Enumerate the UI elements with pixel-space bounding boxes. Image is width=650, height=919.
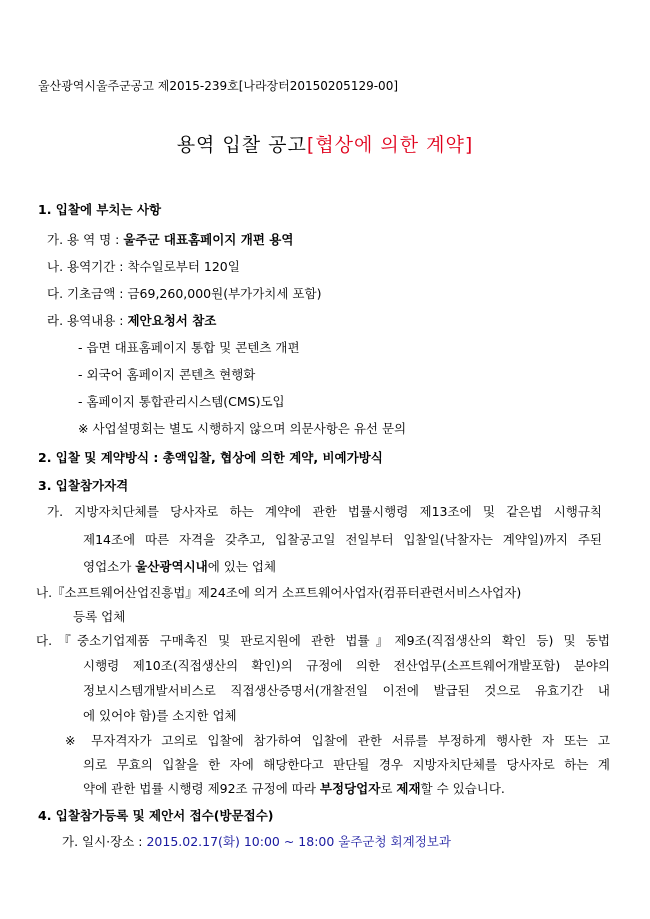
section1-sub2: - 외국어 홈페이지 콘텐츠 현행화	[78, 367, 256, 382]
section3-note-line3	[83, 781, 505, 797]
a-line3-text: 영업소가	[83, 559, 136, 574]
section3-c-line4: 에 있어야 함)를 소지한 업체	[83, 708, 237, 723]
section1-note: ※ 사업설명회는 별도 시행하지 않으며 의문사항은 유선 문의	[78, 421, 407, 436]
section3-c-line1: 다.『중소기업제품 구매촉진 및 판로지원에 관한 법률』제9조(직접생산의 확인 등) 및 동법	[36, 633, 610, 648]
section1-item-a	[47, 232, 293, 248]
note-line3-text: 약에 관한 법률 시행령 제92조 규정에 따라	[83, 781, 320, 796]
section3-b-line2: 등록 업체	[73, 609, 126, 624]
title-main: 용역 입찰 공고	[176, 134, 307, 156]
section1-sub1: - 읍면 대표홈페이지 통합 및 콘텐츠 개편	[78, 340, 300, 355]
section1-heading: 1. 입찰에 부치는 사항	[38, 202, 162, 217]
item-d-value: 제안요청서 참조	[127, 313, 217, 328]
section3-c-line3: 정보시스템개발서비스로 직접생산증명서(개찰전일 이전에 발급된 것으로 유효기간 내	[83, 683, 610, 698]
section3-note-line2: 의로 무효의 입찰을 한 자에 해당한다고 판단될 경우 지방자치단체를 당사자로 하는 계	[83, 757, 610, 772]
section3-c-line2: 시행령 제10조(직접생산의 확인)의 규정에 의한 전산업무(소프트웨어개발포함) 분야의	[83, 658, 610, 673]
section3-a-line2: 제14조에 따른 자격을 갖추고, 입찰공고일 전일부터 입찰일(낙찰자는 계약일)까지 주된	[83, 532, 602, 547]
section2-heading: 2. 입찰 및 계약방식 : 총액입찰, 협상에 의한 계약, 비예가방식	[38, 450, 383, 465]
section3-heading: 3. 입찰참가자격	[38, 478, 129, 493]
page-title	[0, 133, 650, 157]
section1-item-c: 다. 기초금액 : 금69,260,000원(부가가치세 포함)	[47, 286, 322, 301]
section3-note-line1: ※ 무자격자가 고의로 입찰에 참가하여 입찰에 관한 서류를 부정하게 행사한 자 또는 고	[65, 733, 610, 748]
item-a-label: 가. 일시·장소 :	[62, 834, 147, 849]
item-a-value: 울주군 대표홈페이지 개편 용역	[123, 232, 294, 247]
item-d-label: 라. 용역내용 :	[47, 313, 128, 328]
section4-item-a	[62, 834, 451, 850]
item-a-label: 가. 용 역 명 :	[47, 232, 124, 247]
note-line3-end: 할 수 있습니다.	[420, 781, 505, 796]
title-highlight: [협상에 의한 계약]	[306, 134, 474, 156]
section1-item-d	[47, 313, 216, 329]
section3-b-line1: 나.『소프트웨어산업진흥법』제24조에 의거 소프트웨어사업자(컴퓨터관련서비스사업자)	[36, 585, 522, 600]
note-line3-mid: 로	[380, 781, 397, 796]
note-line3-bold1: 부정당업자	[319, 781, 381, 796]
section1-item-b: 나. 용역기간 : 착수일로부터 120일	[47, 259, 240, 274]
section4-heading: 4. 입찰참가등록 및 제안서 접수(방문접수)	[38, 808, 274, 823]
section3-a-line1: 가. 지방자치단체를 당사자로 하는 계약에 관한 법률시행령 제13조에 및 같은법 시행규칙	[47, 504, 602, 519]
a-line3-text-end: 에 있는 업체	[207, 559, 277, 574]
a-line3-bold: 울산광역시내	[135, 559, 208, 574]
document-number: 울산광역시울주군공고 제2015-239호[나라장터20150205129-00]	[38, 79, 399, 93]
section1-sub3: - 홈페이지 통합관리시스템(CMS)도입	[78, 394, 285, 409]
note-line3-bold2: 제재	[396, 781, 421, 796]
item-a-value: 2015.02.17(화) 10:00 ~ 18:00 울주군청 회계정보과	[146, 834, 451, 849]
section3-a-line3	[83, 559, 276, 575]
